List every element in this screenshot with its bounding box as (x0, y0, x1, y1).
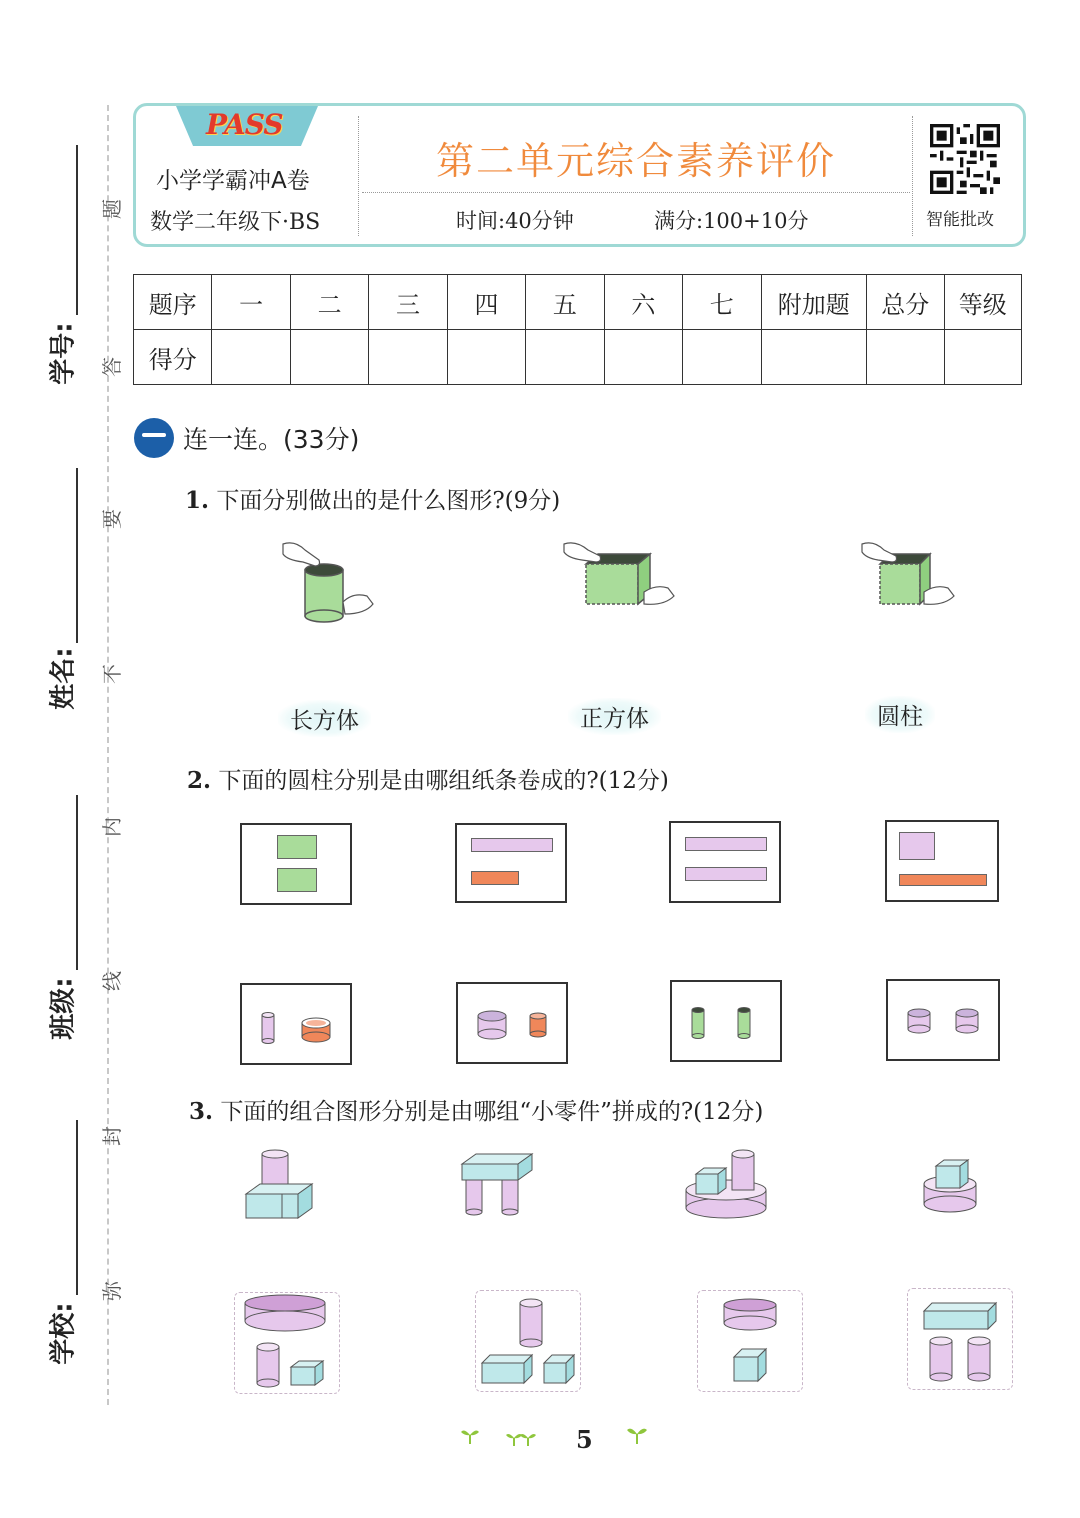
series-name: 小学学霸冲A卷 (156, 168, 310, 194)
page-title: 第二单元综合素养评价 (436, 139, 837, 183)
making-cuboid-illustration (560, 540, 685, 620)
cylinder-card[interactable] (886, 979, 1000, 1061)
question-title (189, 1093, 763, 1126)
score-cell[interactable] (944, 330, 1021, 385)
section-number-badge (134, 418, 174, 458)
cylinder-card[interactable] (670, 980, 782, 1062)
cylinder-card[interactable] (240, 983, 352, 1065)
seal-char: 题 (101, 198, 122, 223)
table-header-cell: 题序 (134, 275, 212, 330)
divider (358, 116, 359, 236)
score-cell[interactable] (447, 330, 525, 385)
parts-group-card[interactable] (697, 1290, 803, 1392)
score-cell[interactable] (369, 330, 447, 385)
table-row-label: 得分 (134, 330, 212, 385)
table-header-cell: 附加题 (761, 275, 867, 330)
table-row (134, 330, 1022, 385)
seal-char: 线 (101, 970, 122, 995)
question-number: 2. (187, 767, 212, 794)
subject-grade: 数学二年级下·BS (150, 210, 321, 235)
table-header-cell: 等级 (944, 275, 1021, 330)
question-number: 3. (189, 1098, 214, 1125)
table-header-cell: 四 (447, 275, 525, 330)
question-text: 下面分别做出的是什么图形?(9分) (216, 488, 561, 514)
pass-logo: PASS (206, 108, 283, 141)
question-text: 下面的组合图形分别是由哪组“小零件”拼成的?(12分) (220, 1099, 764, 1125)
table-header-cell: 七 (683, 275, 761, 330)
seal-char: 不 (101, 663, 122, 688)
score-cell[interactable] (604, 330, 682, 385)
score-cell[interactable] (761, 330, 867, 385)
cylinder-card[interactable] (456, 982, 568, 1064)
student-id-line[interactable] (76, 145, 78, 315)
table-header-cell: 六 (604, 275, 682, 330)
seal-char: 内 (101, 816, 122, 841)
score-cell[interactable] (867, 330, 944, 385)
class-line[interactable] (76, 795, 78, 970)
qr-code-icon[interactable] (930, 124, 1000, 194)
table-header-cell: 三 (369, 275, 447, 330)
parts-group-card[interactable] (475, 1290, 581, 1392)
paper-strips-card[interactable] (669, 821, 781, 903)
score-cell[interactable] (290, 330, 368, 385)
score-cell[interactable] (212, 330, 290, 385)
seal-char: 封 (101, 1125, 122, 1150)
combined-shape-4[interactable] (918, 1156, 988, 1220)
time-limit: 时间:40分钟 (456, 209, 574, 233)
question-title (185, 482, 560, 515)
answer-option[interactable]: 正方体 (568, 698, 661, 735)
combined-shape-3[interactable] (682, 1146, 782, 1222)
school-line[interactable] (76, 1120, 78, 1295)
table-header-cell: 总分 (867, 275, 944, 330)
making-cube-illustration (860, 540, 965, 620)
question-number: 1. (185, 487, 210, 514)
school-label: 学校: (48, 1302, 79, 1365)
header-panel (133, 103, 1026, 247)
qr-label: 智能批改 (926, 210, 994, 230)
student-id-label: 学号: (48, 322, 79, 385)
sprout-icon (460, 1426, 480, 1446)
score-table (133, 274, 1022, 385)
section-title: 连一连。(33分) (183, 425, 360, 454)
full-score: 满分:100+10分 (654, 209, 809, 233)
combined-shape-1[interactable] (240, 1148, 320, 1224)
divider (362, 192, 910, 193)
answer-option[interactable]: 长方体 (278, 700, 371, 737)
paper-strips-card[interactable] (240, 823, 352, 905)
header-brand (136, 106, 358, 244)
table-header-cell: 二 (290, 275, 368, 330)
question-text: 下面的圆柱分别是由哪组纸条卷成的?(12分) (218, 768, 669, 794)
score-cell[interactable] (683, 330, 761, 385)
seal-char: 要 (101, 508, 122, 533)
name-line[interactable] (76, 468, 78, 643)
score-cell[interactable] (526, 330, 604, 385)
divider (912, 116, 913, 236)
seal-char: 答 (101, 356, 122, 381)
table-row (134, 275, 1022, 330)
class-label: 班级: (48, 977, 79, 1040)
page-number: 5 (576, 1425, 593, 1454)
parts-group-card[interactable] (907, 1288, 1013, 1390)
making-cylinder-illustration (275, 540, 385, 630)
sprout-icon (505, 1428, 537, 1448)
table-header-cell: 五 (526, 275, 604, 330)
parts-group-card[interactable] (234, 1292, 340, 1394)
table-header-cell: 一 (212, 275, 290, 330)
name-label: 姓名: (48, 647, 79, 710)
answer-option[interactable]: 圆柱 (865, 696, 935, 733)
paper-strips-card[interactable] (455, 823, 567, 903)
binding-dashed-line (107, 105, 109, 1405)
combined-shape-2[interactable] (458, 1150, 538, 1220)
paper-strips-card[interactable] (885, 820, 999, 902)
sprout-icon (626, 1424, 648, 1446)
seal-char: 弥 (101, 1280, 122, 1305)
question-title (187, 762, 669, 795)
